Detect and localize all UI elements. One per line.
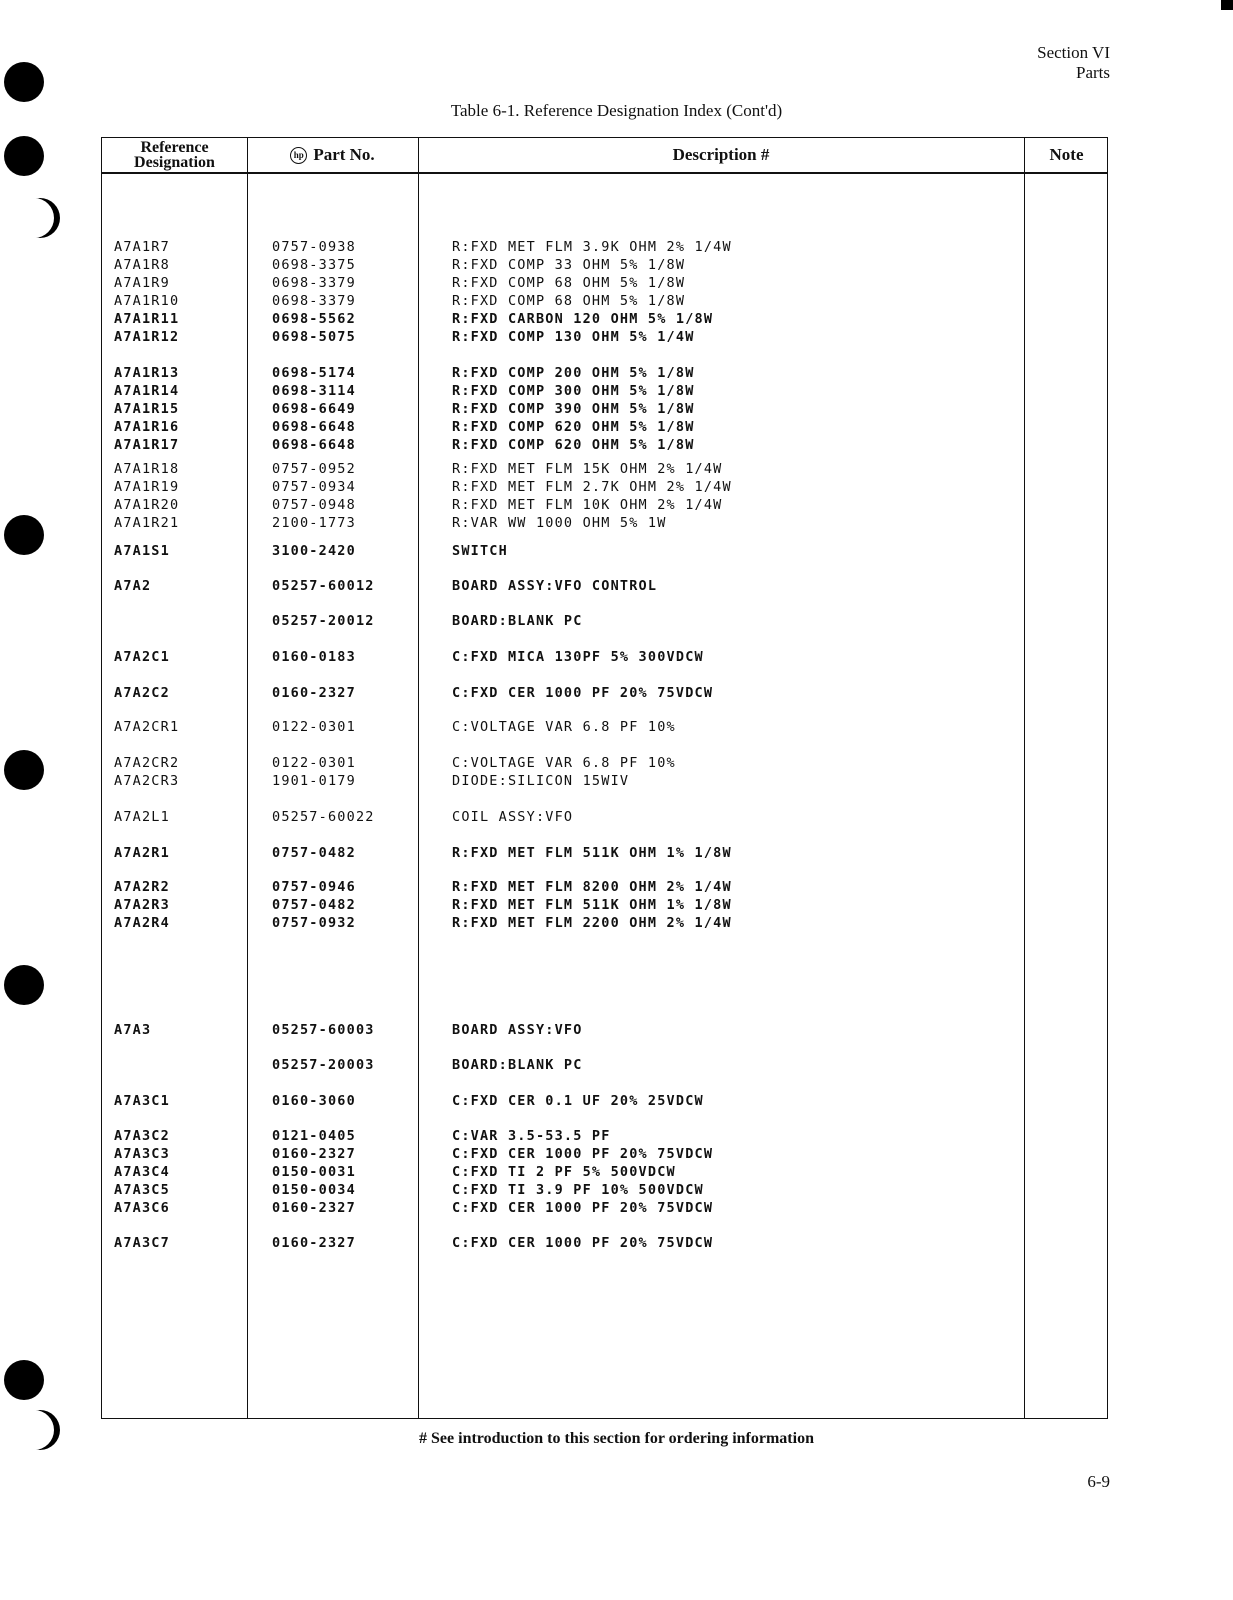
ref-designation-cell: A7A1R20 (114, 497, 180, 513)
header-reference-designation (102, 138, 247, 172)
punch-hole-partial (20, 198, 44, 238)
ref-designation-cell: A7A2R2 (114, 879, 170, 895)
description-cell: R:FXD MET FLM 15K OHM 2% 1/4W (452, 461, 723, 477)
column-divider (247, 138, 248, 1418)
punch-hole (4, 750, 44, 790)
description-cell: R:FXD COMP 200 OHM 5% 1/8W (452, 365, 695, 381)
description-cell: COIL ASSY:VFO (452, 809, 574, 825)
ref-designation-cell: A7A1R15 (114, 401, 180, 417)
part-number-cell: 05257-20003 (272, 1057, 375, 1073)
header-description: Description # (672, 145, 770, 164)
ref-designation-cell: A7A1R9 (114, 275, 170, 291)
punch-hole (4, 62, 44, 102)
part-number-cell: 0160-2327 (272, 1200, 356, 1216)
description-cell: SWITCH (452, 543, 508, 559)
description-cell: R:FXD MET FLM 2.7K OHM 2% 1/4W (452, 479, 732, 495)
part-number-cell: 0160-0183 (272, 649, 356, 665)
punch-hole (4, 1360, 44, 1400)
description-cell: C:FXD TI 3.9 PF 10% 500VDCW (452, 1182, 704, 1198)
description-cell: R:VAR WW 1000 OHM 5% 1W (452, 515, 667, 531)
description-cell: R:FXD COMP 130 OHM 5% 1/4W (452, 329, 695, 345)
description-cell: R:FXD COMP 300 OHM 5% 1/8W (452, 383, 695, 399)
part-number-cell: 05257-20012 (272, 613, 375, 629)
ref-designation-cell: A7A1R7 (114, 239, 170, 255)
section-label: Section VI (1037, 43, 1110, 62)
part-number-cell: 0698-3114 (272, 383, 356, 399)
ref-designation-cell: A7A2CR3 (114, 773, 180, 789)
ref-designation-cell: A7A1R11 (114, 311, 180, 327)
ref-designation-cell: A7A2CR2 (114, 755, 180, 771)
punch-hole (4, 515, 44, 555)
description-cell: C:FXD CER 1000 PF 20% 75VDCW (452, 685, 714, 701)
ref-designation-cell: A7A1R10 (114, 293, 180, 309)
description-cell: R:FXD CARBON 120 OHM 5% 1/8W (452, 311, 714, 327)
ref-designation-cell: A7A1R17 (114, 437, 180, 453)
ref-designation-cell: A7A1R12 (114, 329, 180, 345)
ref-designation-cell: A7A1R18 (114, 461, 180, 477)
ref-designation-cell: A7A2L1 (114, 809, 170, 825)
description-cell: C:FXD TI 2 PF 5% 500VDCW (452, 1164, 676, 1180)
description-cell: BOARD ASSY:VFO (452, 1022, 583, 1038)
ref-designation-cell: A7A2CR1 (114, 719, 180, 735)
part-number-cell: 0757-0938 (272, 239, 356, 255)
part-number-cell: 2100-1773 (272, 515, 356, 531)
part-number-cell: 0122-0301 (272, 719, 356, 735)
description-cell: C:FXD CER 1000 PF 20% 75VDCW (452, 1146, 714, 1162)
part-number-cell: 0160-3060 (272, 1093, 356, 1109)
description-cell: C:VAR 3.5-53.5 PF (452, 1128, 611, 1144)
part-number-cell: 0160-2327 (272, 1235, 356, 1251)
column-divider (418, 138, 419, 1418)
footnote: # See introduction to this section for ordering information (419, 1430, 814, 1447)
description-cell: C:FXD MICA 130PF 5% 300VDCW (452, 649, 704, 665)
ref-designation-cell: A7A2 (114, 578, 152, 594)
punch-hole (4, 965, 44, 1005)
part-number-cell: 0757-0482 (272, 845, 356, 861)
part-number-cell: 1901-0179 (272, 773, 356, 789)
part-number-cell: 3100-2420 (272, 543, 356, 559)
part-number-cell: 0698-5562 (272, 311, 356, 327)
part-number-cell: 0160-2327 (272, 1146, 356, 1162)
description-cell: R:FXD MET FLM 511K OHM 1% 1/8W (452, 845, 732, 861)
ref-designation-cell: A7A1R8 (114, 257, 170, 273)
header-ref-line2: Designation (134, 154, 215, 171)
ref-designation-cell: A7A1R14 (114, 383, 180, 399)
ref-designation-cell: A7A1R21 (114, 515, 180, 531)
description-cell: R:FXD COMP 620 OHM 5% 1/8W (452, 419, 695, 435)
ref-designation-cell: A7A3C2 (114, 1128, 170, 1144)
ref-designation-cell: A7A1R16 (114, 419, 180, 435)
part-number-cell: 0698-6648 (272, 437, 356, 453)
part-number-cell: 0698-3379 (272, 275, 356, 291)
description-cell: C:FXD CER 0.1 UF 20% 25VDCW (452, 1093, 704, 1109)
header-note: Note (1049, 145, 1084, 164)
page-number: 6-9 (1087, 1472, 1110, 1491)
part-number-cell: 0757-0932 (272, 915, 356, 931)
section-heading (1037, 43, 1110, 83)
description-cell: R:FXD COMP 68 OHM 5% 1/8W (452, 293, 686, 309)
ref-designation-cell: A7A3C5 (114, 1182, 170, 1198)
ref-designation-cell: A7A2R1 (114, 845, 170, 861)
header-part-label: Part No. (313, 145, 375, 164)
description-cell: BOARD ASSY:VFO CONTROL (452, 578, 658, 594)
part-number-cell: 0698-5075 (272, 329, 356, 345)
description-cell: R:FXD COMP 620 OHM 5% 1/8W (452, 437, 695, 453)
part-number-cell: 05257-60022 (272, 809, 375, 825)
ref-designation-cell: A7A3C6 (114, 1200, 170, 1216)
table-title: Table 6-1. Reference Designation Index (Cont'd) (450, 101, 783, 120)
corner-mark (1221, 0, 1233, 10)
part-number-cell: 0757-0482 (272, 897, 356, 913)
ref-designation-cell: A7A1R13 (114, 365, 180, 381)
ref-designation-cell: A7A2C2 (114, 685, 170, 701)
description-cell: R:FXD MET FLM 2200 OHM 2% 1/4W (452, 915, 732, 931)
ref-designation-cell: A7A3C4 (114, 1164, 170, 1180)
ref-designation-cell: A7A3C7 (114, 1235, 170, 1251)
description-cell: R:FXD COMP 68 OHM 5% 1/8W (452, 275, 686, 291)
part-number-cell: 05257-60003 (272, 1022, 375, 1038)
ref-designation-cell: A7A2R4 (114, 915, 170, 931)
punch-hole (4, 136, 44, 176)
description-cell: R:FXD MET FLM 10K OHM 2% 1/4W (452, 497, 723, 513)
ref-designation-cell: A7A1R19 (114, 479, 180, 495)
ref-designation-cell: A7A1S1 (114, 543, 170, 559)
description-cell: C:FXD CER 1000 PF 20% 75VDCW (452, 1200, 714, 1216)
part-number-cell: 0698-6649 (272, 401, 356, 417)
description-cell: R:FXD COMP 33 OHM 5% 1/8W (452, 257, 686, 273)
part-number-cell: 0698-3379 (272, 293, 356, 309)
part-number-cell: 0757-0946 (272, 879, 356, 895)
description-cell: BOARD:BLANK PC (452, 613, 583, 629)
description-cell: R:FXD MET FLM 511K OHM 1% 1/8W (452, 897, 732, 913)
part-number-cell: 0698-6648 (272, 419, 356, 435)
part-number-cell: 0698-5174 (272, 365, 356, 381)
part-number-cell: 0757-0934 (272, 479, 356, 495)
description-cell: C:VOLTAGE VAR 6.8 PF 10% (452, 755, 676, 771)
part-number-cell: 0757-0952 (272, 461, 356, 477)
part-number-cell: 0122-0301 (272, 755, 356, 771)
part-number-cell: 0121-0405 (272, 1128, 356, 1144)
ref-designation-cell: A7A3 (114, 1022, 152, 1038)
part-number-cell: 0698-3375 (272, 257, 356, 273)
ref-designation-cell: A7A2C1 (114, 649, 170, 665)
hp-logo-icon: hp (290, 147, 307, 164)
description-cell: DIODE:SILICON 15WIV (452, 773, 630, 789)
description-cell: C:VOLTAGE VAR 6.8 PF 10% (452, 719, 676, 735)
description-cell: C:FXD CER 1000 PF 20% 75VDCW (452, 1235, 714, 1251)
part-number-cell: 0150-0034 (272, 1182, 356, 1198)
part-number-cell: 05257-60012 (272, 578, 375, 594)
part-number-cell: 0757-0948 (272, 497, 356, 513)
column-divider (1024, 138, 1025, 1418)
table-header (102, 138, 1107, 174)
header-part-no (247, 138, 418, 172)
part-number-cell: 0150-0031 (272, 1164, 356, 1180)
ref-designation-cell: A7A3C3 (114, 1146, 170, 1162)
description-cell: BOARD:BLANK PC (452, 1057, 583, 1073)
description-cell: R:FXD MET FLM 3.9K OHM 2% 1/4W (452, 239, 732, 255)
ref-designation-cell: A7A3C1 (114, 1093, 170, 1109)
description-cell: R:FXD MET FLM 8200 OHM 2% 1/4W (452, 879, 732, 895)
ref-designation-cell: A7A2R3 (114, 897, 170, 913)
part-number-cell: 0160-2327 (272, 685, 356, 701)
header-ref-line1: Reference (140, 139, 209, 156)
description-cell: R:FXD COMP 390 OHM 5% 1/8W (452, 401, 695, 417)
subsection-label: Parts (1076, 63, 1110, 82)
